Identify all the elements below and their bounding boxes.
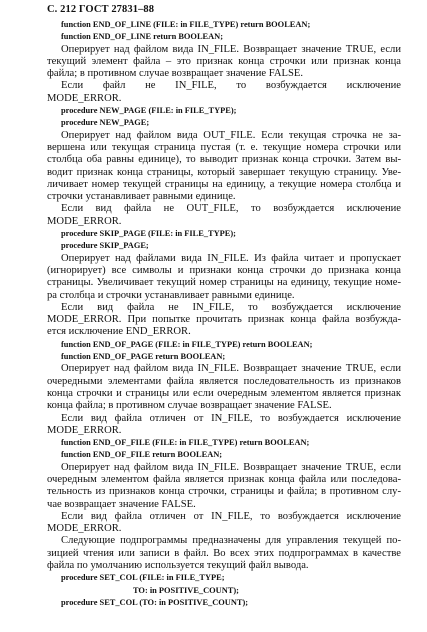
text-line: MODE_ERROR.: [47, 92, 122, 104]
document-body: [47, 19, 401, 609]
code-signature-line: TO: in POSITIVE_COUNT);: [133, 585, 239, 595]
text-line: Оперирует над файлом вида OUT_FILE. Если текущая строчка не за-: [61, 129, 401, 141]
text-line: Если вид файла отличен от IN_FILE, то возбуждается исключение: [61, 510, 401, 522]
code-signature-line: procedure NEW_PAGE (FILE: in FILE_TYPE);: [61, 106, 237, 116]
text-line: столбца оба равны единице), то выводит признак конца строчки. Затем вы-: [47, 154, 401, 166]
text-line: очередными элементами файла является последовательность из признаков: [47, 375, 401, 387]
text-line: зицией чтения или записи в файл. Во всех этих подпрограммах в качестве: [47, 547, 401, 559]
code-signature-line: procedure SET_COL (FILE: in FILE_TYPE;: [61, 573, 225, 583]
text-line: Если вид файла не IN_FILE, то возбуждается исключение: [61, 301, 401, 313]
text-line: конца строчки и страницы или если очередным элементом является признак: [47, 387, 401, 399]
text-line: MODE_ERROR. При попытке прочитать признак конца файла возбужда-: [47, 314, 401, 326]
text-line: чае возвращает значение FALSE.: [47, 498, 196, 510]
code-signature-line: procedure SKIP_PAGE;: [61, 241, 149, 251]
code-signature-line: function END_OF_PAGE return BOOLEAN;: [61, 352, 226, 362]
text-line: MODE_ERROR.: [47, 215, 122, 227]
text-line: Если вид файла не OUT_FILE, то возбуждается исключение: [61, 203, 401, 215]
text-line: Следующие подпрограммы предназначены для управления текущей по-: [61, 535, 401, 547]
text-line: MODE_ERROR.: [47, 523, 122, 535]
text-line: Оперирует над файлом вида IN_FILE. Возвращает значение TRUE, если: [61, 461, 401, 473]
text-line: файла; в противном случае возвращает значение FALSE.: [47, 68, 304, 80]
text-line: личивает номер текущей страницы на единицу, а текущие номера столбца и: [47, 178, 401, 190]
text-line: Оперирует над файлом вида IN_FILE. Возвращает значение TRUE, если: [61, 363, 401, 375]
text-line: файла по умолчанию используется текущий файл вывода.: [47, 560, 309, 572]
code-signature-line: procedure SKIP_PAGE (FILE: in FILE_TYPE);: [61, 229, 236, 239]
text-line: текущий элемент файла – это признак конца строчки или признак конца: [47, 55, 401, 67]
text-line: конца файла; в противном случае возвращает значение FALSE.: [47, 400, 332, 412]
text-line: водит признак конца страницы, который завершает текущую страницу. Уве-: [47, 166, 401, 178]
code-signature-line: function END_OF_FILE return BOOLEAN;: [61, 450, 223, 460]
code-signature-line: function END_OF_FILE (FILE: in FILE_TYPE) return BOOLEAN;: [61, 438, 310, 448]
code-signature-line: procedure NEW_PAGE;: [61, 118, 150, 128]
page-header: С. 212 ГОСТ 27831–88: [47, 4, 155, 15]
text-line: строчки устанавливает равными единице.: [47, 191, 236, 203]
text-line: страницы. Увеличивает текущий номер страницы на единицу, текущие номе-: [47, 277, 401, 289]
text-line: вершена или текущая страница пустая (т. е. текущие номера строчки или: [47, 141, 401, 153]
text-line: Если вид файла отличен от IN_FILE, то возбуждается исключение: [61, 412, 401, 424]
text-line: (игнорирует) все символы и признаки конца строчки до признака конца: [47, 264, 401, 276]
code-signature-line: function END_OF_LINE (FILE: in FILE_TYPE) return BOOLEAN;: [61, 20, 311, 29]
text-line: очередным элементом файла является признак конца файла или последова-: [47, 473, 401, 485]
text-line: Оперирует над файлами вида IN_FILE. Из файла читает и пропускает: [61, 252, 401, 264]
text-line: Оперирует над файлом вида IN_FILE. Возвращает значение TRUE, если: [61, 43, 401, 55]
text-line: MODE_ERROR.: [47, 424, 122, 436]
text-line: тельность из признаков конца строчки, страницы и файла; в противном слу-: [47, 486, 401, 498]
text-line: ра столбца и строчки устанавливает равными единице.: [47, 289, 295, 301]
text-line: Если файл не IN_FILE, то возбуждается исключение: [61, 80, 401, 92]
code-signature-line: procedure SET_COL (TO: in POSITIVE_COUNT);: [61, 597, 249, 607]
code-signature-line: function END_OF_LINE return BOOLEAN;: [61, 32, 224, 42]
text-line: ется исключение END_ERROR.: [47, 326, 191, 338]
code-signature-line: function END_OF_PAGE (FILE: in FILE_TYPE) return BOOLEAN;: [61, 339, 313, 349]
